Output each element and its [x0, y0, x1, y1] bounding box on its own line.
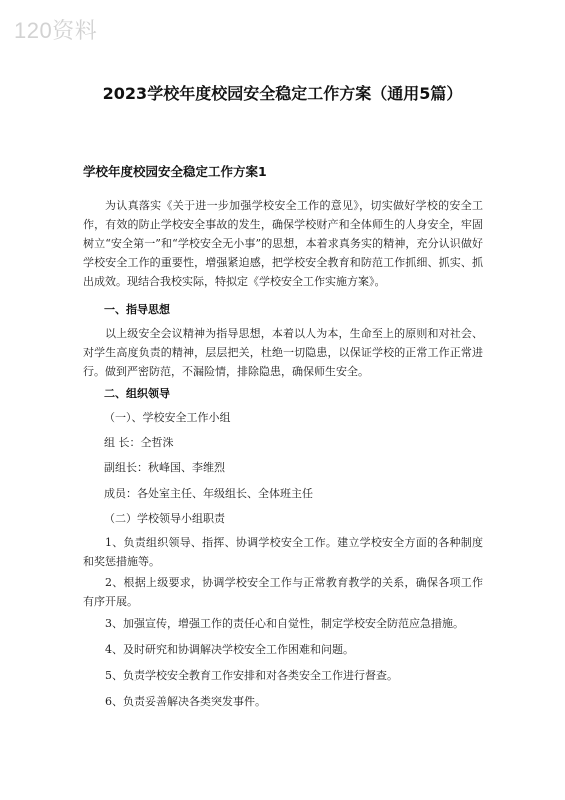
section-title: 学校年度校园安全稳定工作方案1: [83, 164, 267, 179]
duty-item-6: 6、负责妥善解决各类突发事件。: [105, 695, 266, 708]
intro-paragraph: 为认真落实《关于进一步加强学校安全工作的意见》，切实做好学校的安全工作，有效的防止学校安全事故的发生，确保学校财产和全体师生的人身安全，牢固树立“安全第一”和“学校安全无小事”的思想，本着求真务实的精神，充分认识做好学校安全工作的重要性，增强紧迫感，把学校安全教育和防范工作抓细、抓实、抓出成效。现结合我校实际，特拟定《学校安全工作实施方案》。: [83, 199, 483, 288]
duty-item-1: 1、负责组织领导、指挥、协调学校安全工作。建立学校安全方面的各种制度和奖惩措施等。: [83, 536, 483, 568]
watermark: 120资料: [14, 18, 98, 43]
subheading-safety-group: （一）、学校安全工作小组: [104, 411, 231, 424]
group-vice-leader: 副组长：秋峰国、李维烈: [104, 461, 225, 474]
group-leader: 组 长：仝哲洙: [104, 436, 174, 449]
group-members: 成员：各处室主任、年级组长、全体班主任: [104, 487, 313, 500]
document-title: 2023学校年度校园安全稳定工作方案（通用5篇）: [102, 84, 463, 103]
guiding-paragraph: 以上级安全会议精神为指导思想，本着以人为本，生命至上的原则和对社会、对学生高度负责的精神，层层把关，杜绝一切隐患，以保证学校的正常工作正常进行。做到严密防范，不漏险情，排除隐患，确保师生安全。: [83, 327, 483, 378]
duty-item-2: 2、根据上级要求，协调学校安全工作与正常教育教学的关系，确保各项工作有序开展。: [83, 576, 483, 608]
duty-item-5: 5、负责学校安全教育工作安排和对各类安全工作进行督查。: [105, 669, 398, 682]
subheading-duties: （二）学校领导小组职责: [104, 512, 225, 525]
duty-item-3: 3、加强宣传，增强工作的责任心和自觉性，制定学校安全防范应急措施。: [105, 617, 464, 630]
duty-item-4: 4、及时研究和协调解决学校安全工作困难和问题。: [105, 643, 354, 656]
heading-organization: 二、组织领导: [104, 387, 170, 400]
heading-guiding-thought: 一、指导思想: [104, 303, 170, 316]
